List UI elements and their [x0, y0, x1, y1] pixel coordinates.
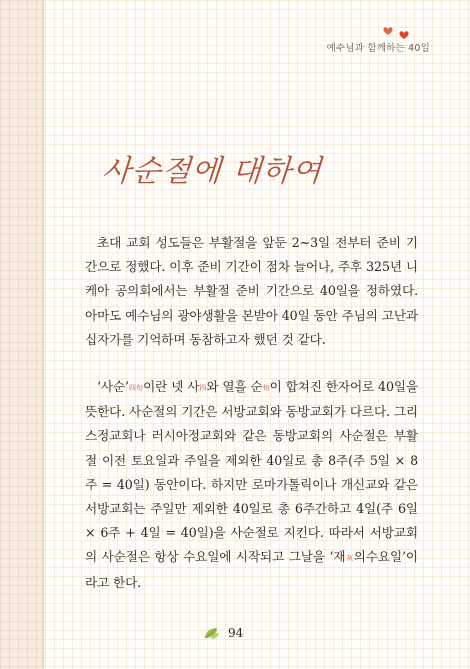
hanja-annotation: 四旬: [128, 384, 144, 392]
text-run: ‘사순’: [97, 379, 129, 394]
text-run: 이란 넷 사: [143, 379, 200, 394]
chapter-title: 사순절에 대하여: [100, 154, 324, 190]
hanja-annotation: 灰: [345, 554, 354, 563]
text-run: 와 열흘 순: [206, 379, 263, 394]
text-run: 의수요일’이라고 한다.: [85, 549, 418, 590]
leaf-icon: [202, 625, 222, 641]
body-paragraph-1: 초대 교회 성도들은 부활절을 앞둔 2~3일 전부터 준비 기간으로 정했다. 이후 준비 기간이 점차 늘어나, 주후 325년 니케아 공의회에서는 부활절 준비 기간으로 40일을 정하였다. 아마도 예수님의 광야생활을 본받아 40일 동안 주님의 고난과 십자가를 기억하며 동참하고자 했던 것 같다.: [85, 235, 418, 347]
running-header: 예수님과 함께하는 40일: [326, 43, 430, 54]
body-paragraph-2: [85, 375, 418, 595]
hanja-annotation: 旬: [262, 384, 270, 392]
hanja-annotation: 四: [199, 384, 207, 392]
margin-strip: [0, 0, 44, 669]
text-run: 이 합쳐진 한자어로 40일을 뜻한다. 사순절의 기간은 서방교회와 동방교회가 다르다. 그리스정교회나 러시아정교회와 같은 동방교회의 사순절은 부활절 이전 토요일과 주일을 제외한 40일로 총 8주(주 5일 × 8주 = 40일) 동안이다. 하지만 로마가톨릭이나 개신교와 같은 서방교회는 주일만 제외한 40일로 총 6주간하고 4일(주 6일 × 6주 + 4일 = 40일)을 사순절로 지킨다. 따라서 서방교회의 사순절은 항상 수요일에 시작되고 그날을 ‘재: [85, 379, 419, 565]
page-number: 94: [228, 626, 244, 640]
